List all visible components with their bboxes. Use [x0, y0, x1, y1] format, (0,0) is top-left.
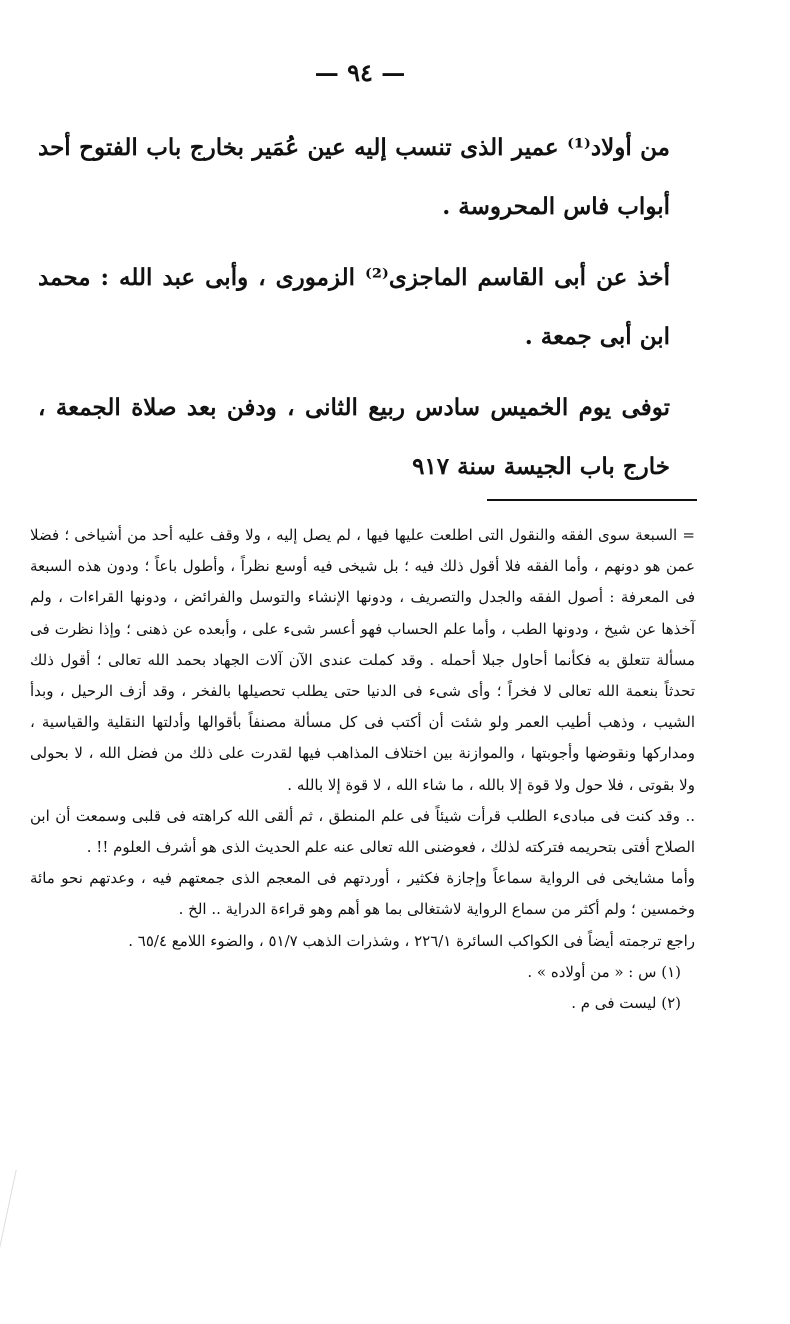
note-logic: .. وقد كنت فى مبادىء الطلب قرأت شيئاً فى علم المنطق ، ثم ألقى الله كراهته فى قلبى وسمعت أن ابن الصلاح أفتى بتحريمه فتركته لذلك ، فعوضنى الله تعالى عنه علم الحديث الذى هو أشرف العلوم !! .: [30, 806, 695, 857]
note-references: راجع ترجمته أيضاً فى الكواكب السائرة ٢٢٦/١ ، وشذرات الذهب ٥١/٧ ، والضوء اللامع ٦٥/٤ .: [128, 931, 695, 950]
page-fold-mark: [0, 1170, 39, 1280]
main-paragraph-teachers: أخذ عن أبى القاسم الماجزى⁽²⁾ الزمورى ، وأبى عبد الله : محمد ابن أبى جمعة .: [38, 264, 670, 350]
note-teachers: وأما مشايخى فى الرواية سماعاً وإجازة فكثير ، أوردتهم فى المعجم الذى جمعتهم فيه ، وعدتهم نحو مائة وخمسين ؛ ولم أكثر من سماع الرواية لاشتغالى بما هو أهم وهو قراءة الدراية .. الخ .: [30, 869, 695, 919]
footnote-2: (٢) ليست فى م .: [571, 994, 681, 1013]
note-continuation: = السبعة سوى الفقه والنقول التى اطلعت عليها فيها ، لم يصل إليه ، ولا وقف عليه أحد من أشياخى ؛ فضلا عمن هو دونهم ، وأما الفقه فلا أقول ذلك فيه ؛ بل شيخى فيه أوسع نظراً ، وأطول باعاً ؛ ودون هذه السبعة فى المعرفة : أصول الفقه والجدل والتصريف ، ودونها الإنشاء والتوسل والفرائض ، ودونها القراءات ، ولم آخذها عن شيخ ، ودونها الطب ، وأما علم الحساب فهو أعسر شىء على ، وأبعده عن ذهنى ؛ وإذا نظرت فى مسألة تتعلق به فكأنما أحاول جبلا أحمله . وقد كملت عندى الآن آلات الجهاد بحمد الله تعالى ؛ أقول ذلك تحدثاً بنعمة الله تعالى لا فخراً ؛ وأى شىء فى الدنيا حتى يطلب تحصيلها بالفخر ، وقد أزف الرحيل ، وبدأ الشيب ، وذهب أطيب العمر ولو شئت أن أكتب فى كل مسألة مصنفاً بأقوالها وأدلتها النقلية والقياسية ، ومداركها ونقوضها وأجوبتها ، والموازنة بين اختلاف المذاهب فيها لقدرت على ذلك من فضل الله ، لا بحولى ولا بقوتى ، فلا حول ولا قوة إلا بالله ، ما شاء الله ، لا قوة إلا بالله .: [30, 526, 695, 794]
footnote-divider: [487, 499, 697, 501]
main-paragraph-lineage: من أولاد⁽¹⁾ عمير الذى تنسب إليه عين عُمَير بخارج باب الفتوح أحد أبواب فاس المحروسة .: [38, 134, 671, 220]
footnote-1: (١) س : « من أولاده » .: [527, 962, 681, 981]
footnotes-section: [30, 520, 695, 1019]
main-paragraph-death: توفى يوم الخميس سادس ربيع الثانى ، ودفن بعد صلاة الجمعة ، خارج باب الجيسة سنة ٩١٧: [38, 394, 670, 480]
page-number: — ٩٤ —: [314, 58, 406, 87]
biography-text: [38, 118, 670, 508]
